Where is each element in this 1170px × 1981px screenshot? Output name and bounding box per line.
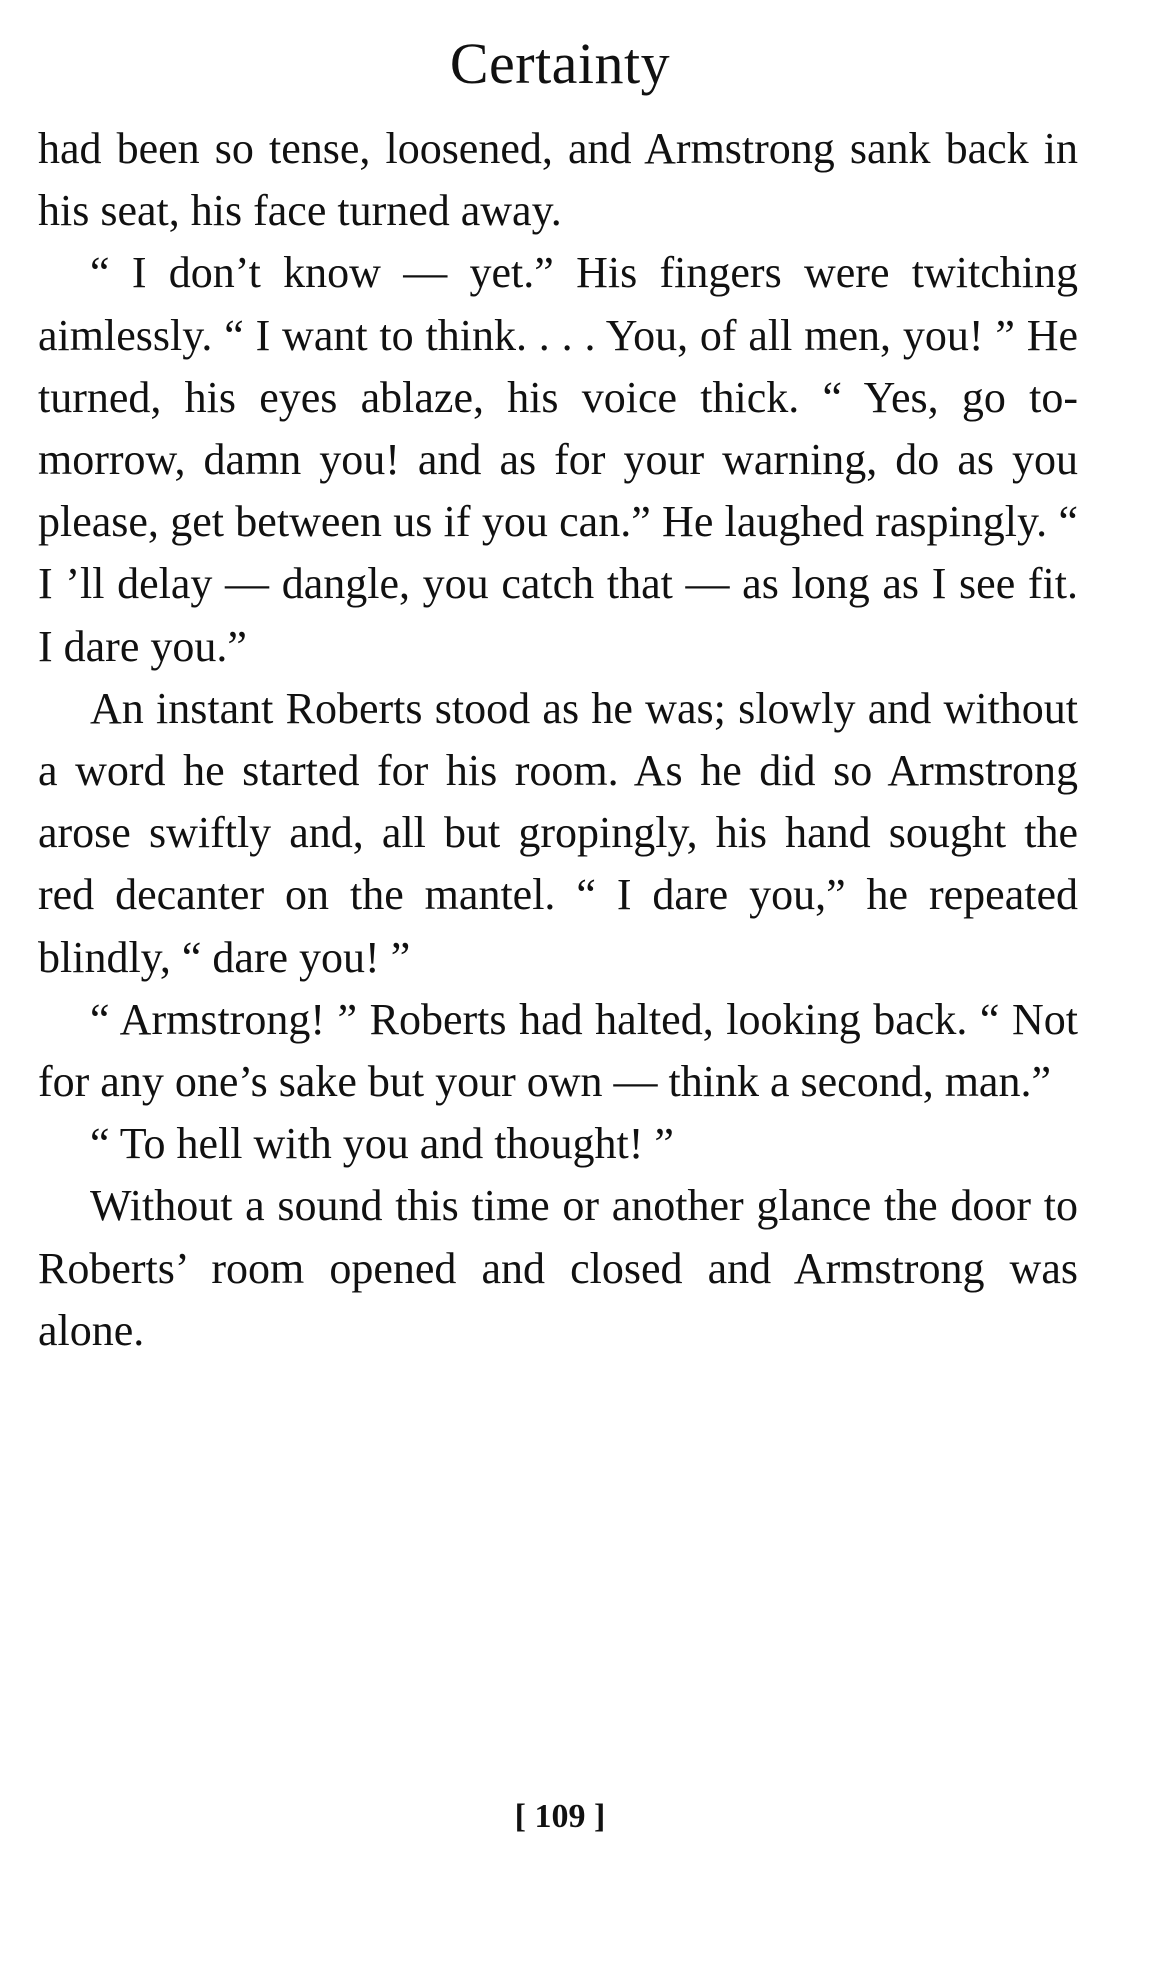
paragraph: An instant Roberts stood as he was; slowly and without a word he started for his room. As he did so Armstrong arose swiftly and, all but gropingly, his hand sought the red decanter on the mantel. “ I dare you,” he repeated blindly, “ dare you! ” (38, 683, 1078, 982)
page-number: [ 109 ] (514, 1798, 606, 1835)
running-head: Certainty (449, 31, 671, 96)
paragraph: “ I don’t know — yet.” His fingers were twitching aimlessly. “ I want to think. . . . You, of all men, you! ” He turned, his eyes ablaze, his voice thick. “ Yes, go to-morrow, damn you! and as for your warning, do as you please, get between us if you can.” He laughed raspingly. “ I ’ll delay — dangle, you catch that — as long as I see fit. I dare you.” (38, 248, 1078, 671)
paragraph: Without a sound this time or another glance the door to Roberts’ room opened and closed and Armstrong was alone. (38, 1181, 1078, 1355)
paragraph: “ Armstrong! ” Roberts had halted, looking back. “ Not for any one’s sake but your own — think a second, man.” (38, 994, 1078, 1107)
paragraph: “ To hell with you and thought! ” (90, 1119, 674, 1169)
paragraph: had been so tense, loosened, and Armstrong sank back in his seat, his face turned away. (38, 124, 1078, 236)
body-text (38, 118, 1078, 1362)
